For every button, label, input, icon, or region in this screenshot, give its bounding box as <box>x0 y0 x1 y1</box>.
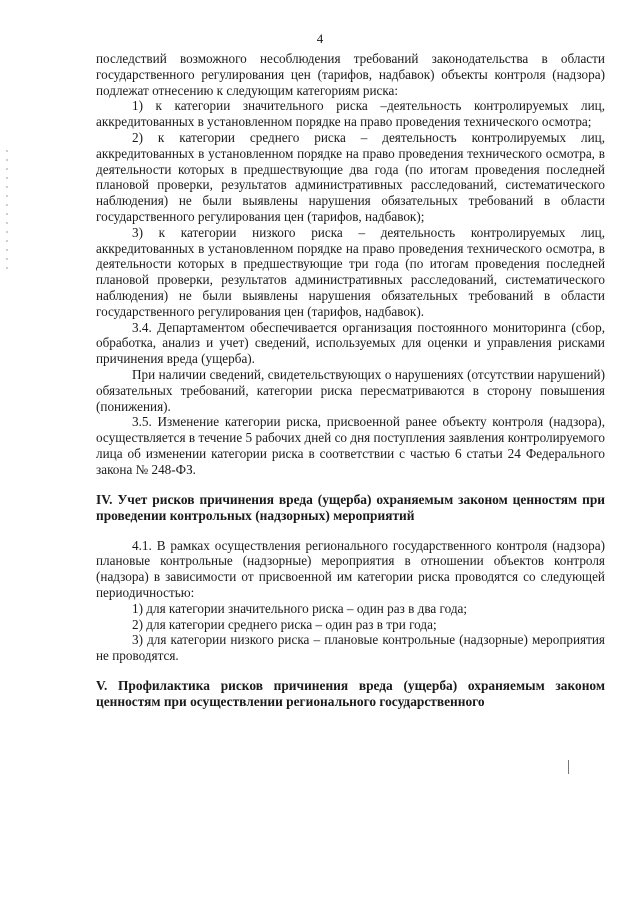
list-item-significant-risk: 1) к категории значительного риска –деятельность контролируемых лиц, аккредитованных в установленном порядке на право проведения технического осмотра; <box>96 98 605 130</box>
page-number: 4 <box>316 31 324 46</box>
section-4-heading: IV. Учет рисков причинения вреда (ущерба) охраняемым законом ценностям при проведении контрольных (надзорных) мероприятий <box>96 491 605 523</box>
list-item-medium-risk: 2) к категории среднего риска – деятельность контролируемых лиц, аккредитованных в установленном порядке на право проведения технического осмотра, в деятельности которых в предшествующие два года (по итогам проведения последней плановой проверки, результатов административных расследований, систематического наблюдения) не были выявлены нарушения обязательных требований в области государственного регулирования цен (тарифов, надбавок); <box>96 129 605 224</box>
paragraph-intro: последствий возможного несоблюдения требований законодательства в области государственного регулирования цен (тарифов, надбавок) объекты контроля (надзора) подлежат отнесению к следующим категориям риска: <box>96 51 605 98</box>
paragraph-reassessment: При наличии сведений, свидетельствующих о нарушениях (отсутствии нарушений) обязательных требований, категории риска пересматриваются в сторону повышения (понижения). <box>96 366 605 414</box>
list-item-period-medium: 2) для категории среднего риска – один раз в три года; <box>132 616 437 632</box>
list-item-period-significant: 1) для категории значительного риска – один раз в два года; <box>132 600 468 616</box>
scan-margin-mark <box>568 760 569 774</box>
list-item-low-risk: 3) к категории низкого риска – деятельность контролируемых лиц, аккредитованных в установленном порядке на право проведения технического осмотра, в деятельности которых в предшествующие три года (по итогам проведения последней плановой проверки, результатов административных расследований, систематического наблюдения) не были выявлены нарушения обязательных требований в области государственного регулирования цен (тарифов, надбавок). <box>96 224 605 319</box>
paragraph-3-5: 3.5. Изменение категории риска, присвоенной ранее объекту контроля (надзора), осуществляется в течение 5 рабочих дней со дня поступления заявления контролируемого лица об изменении категории риска в соответствии с частью 6 статьи 24 Федерального закона № 248-ФЗ. <box>96 414 605 477</box>
paragraph-4-1: 4.1. В рамках осуществления регионального государственного контроля (надзора) плановые контрольные (надзорные) мероприятия в отношении объектов контроля (надзора) в зависимости от присвоенной им категории риска проводятся со следующей периодичностью: <box>96 537 605 600</box>
paragraph-3-4: 3.4. Департаментом обеспечивается организация постоянного мониторинга (сбор, обработка, анализ и учет) сведений, используемых для оценки и управления рисками причинения вреда (ущерба). <box>96 319 605 367</box>
page-body <box>96 51 605 710</box>
list-item-period-low: 3) для категории низкого риска – плановые контрольные (надзорные) мероприятия не проводятся. <box>96 632 605 664</box>
scan-edge-artifact <box>6 150 8 270</box>
section-5-heading: V. Профилактика рисков причинения вреда (ущерба) охраняемым законом ценностям при осуществлении регионального государственного <box>96 677 605 709</box>
